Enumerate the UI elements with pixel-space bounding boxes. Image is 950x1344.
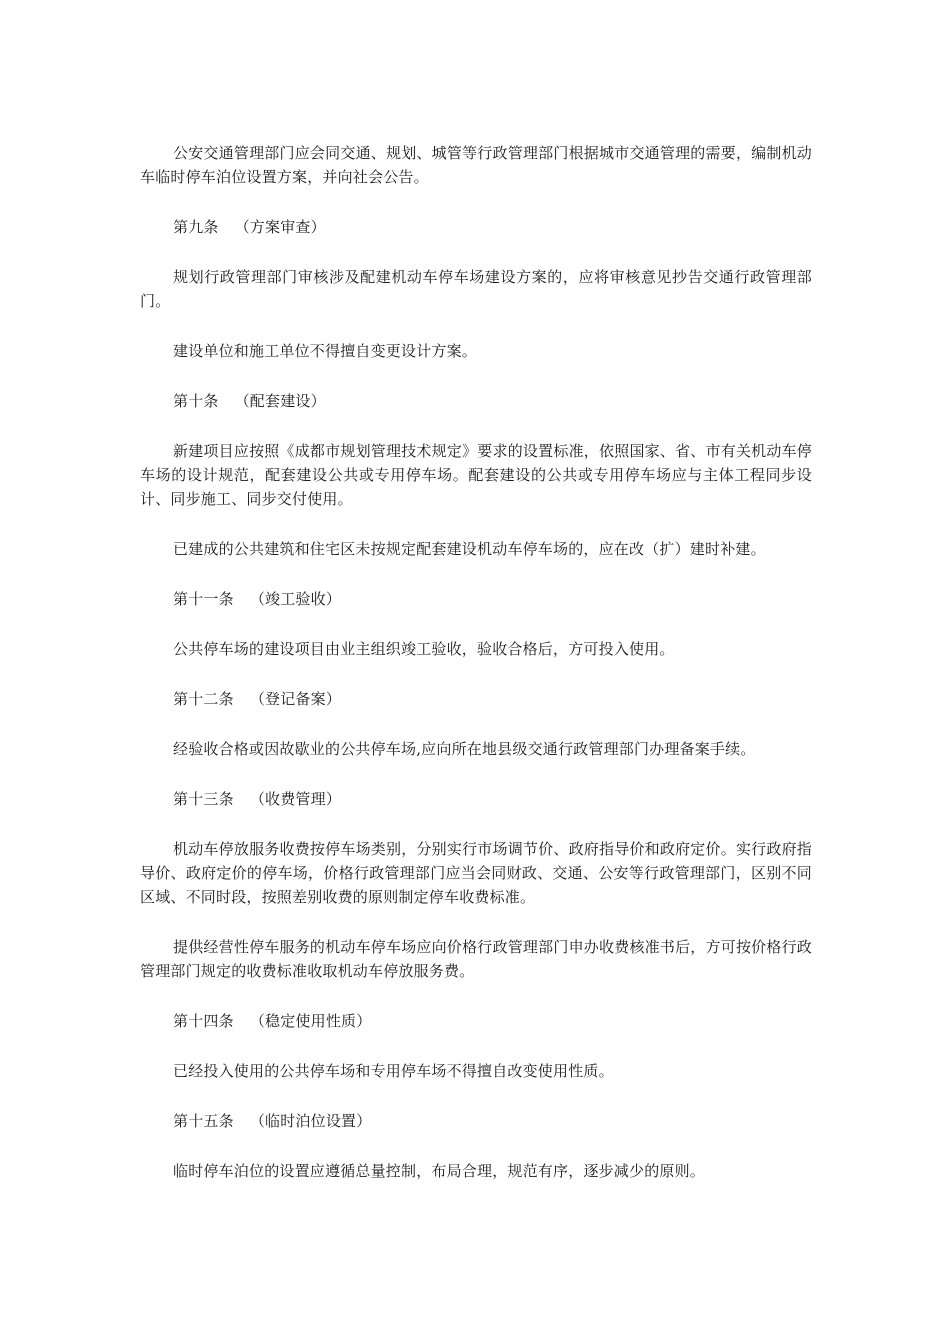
paragraph: 经验收合格或因故歇业的公共停车场,应向所在地县级交通行政管理部门办理备案手续。 xyxy=(173,740,756,758)
article-number: 第十条 xyxy=(173,392,219,410)
paragraph: 临时停车泊位的设置应遵循总量控制，布局合理，规范有序，逐步减少的原则。 xyxy=(173,1162,706,1180)
article-title: （方案审查） xyxy=(234,218,326,236)
article-title: （竣工验收） xyxy=(249,590,342,608)
article-number: 第十二条 xyxy=(173,690,234,708)
article-number: 第十一条 xyxy=(173,590,234,608)
article-title: （稳定使用性质） xyxy=(249,1012,372,1030)
article-heading xyxy=(140,215,812,239)
article-title: （登记备案） xyxy=(249,690,342,708)
paragraph: 机动车停放服务收费按停车场类别，分别实行市场调节价、政府指导价和政府定价。实行政府指导价、政府定价的停车场，价格行政管理部门应当会同财政、交通、公安等行政管理部门，区别不同区域、不同时段，按照差别收费的原则制定停车收费标准。 xyxy=(140,840,812,906)
paragraph: 公共停车场的建设项目由业主组织竣工验收，验收合格后，方可投入使用。 xyxy=(173,640,675,658)
paragraph: 建设单位和施工单位不得擅自变更设计方案。 xyxy=(173,342,478,360)
article-title: （配套建设） xyxy=(234,392,326,410)
article-heading xyxy=(140,787,812,811)
paragraph: 规划行政管理部门审核涉及配建机动车停车场建设方案的，应将审核意见抄告交通行政管理部门。 xyxy=(140,268,812,310)
article-number: 第九条 xyxy=(173,218,219,236)
paragraph: 已经投入使用的公共停车场和专用停车场不得擅自改变使用性质。 xyxy=(173,1062,614,1080)
article-number: 第十三条 xyxy=(173,790,234,808)
paragraph: 已建成的公共建筑和住宅区未按规定配套建设机动车停车场的，应在改（扩）建时补建。 xyxy=(173,540,766,558)
article-heading xyxy=(140,587,812,611)
article-heading xyxy=(140,1109,812,1133)
article-heading xyxy=(140,1009,812,1033)
article-number: 第十四条 xyxy=(173,1012,234,1030)
article-heading xyxy=(140,687,812,711)
paragraph: 新建项目应按照《成都市规划管理技术规定》要求的设置标准，依照国家、省、市有关机动车停车场的设计规范，配套建设公共或专用停车场。配套建设的公共或专用停车场应与主体工程同步设计、同步施工、同步交付使用。 xyxy=(140,442,812,508)
article-title: （临时泊位设置） xyxy=(249,1112,372,1130)
document-body xyxy=(140,141,812,1209)
article-heading xyxy=(140,389,812,413)
paragraph: 公安交通管理部门应会同交通、规划、城管等行政管理部门根据城市交通管理的需要，编制机动车临时停车泊位设置方案，并向社会公告。 xyxy=(140,144,812,186)
paragraph: 提供经营性停车服务的机动车停车场应向价格行政管理部门申办收费核准书后，方可按价格行政管理部门规定的收费标准收取机动车停放服务费。 xyxy=(140,938,812,980)
article-title: （收费管理） xyxy=(249,790,342,808)
article-number: 第十五条 xyxy=(173,1112,234,1130)
